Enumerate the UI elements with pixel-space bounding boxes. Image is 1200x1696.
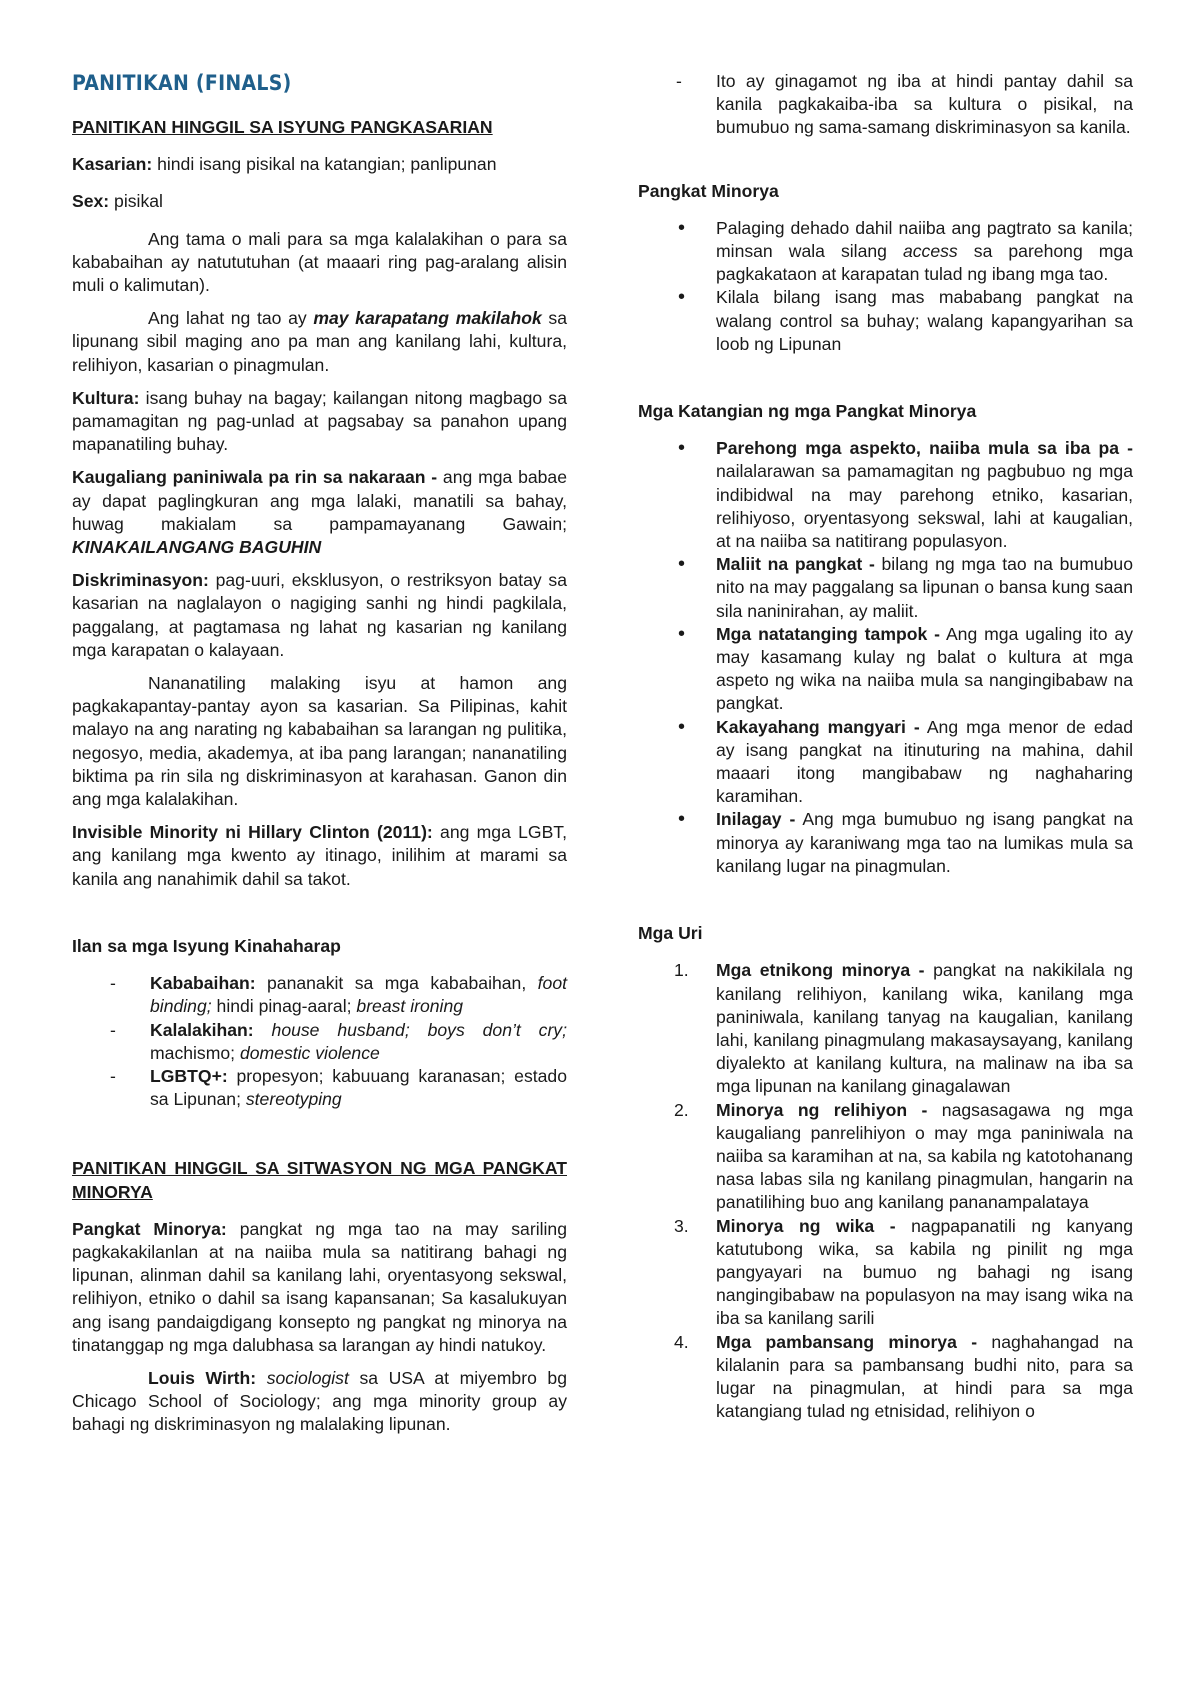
heading-mga-uri: Mga Uri bbox=[638, 923, 703, 944]
list-item: • Inilagay - Ang mga bumubuo ng isang pangkat na minorya ay karaniwang mga tao na lumikas mula sa kanilang lugar na pinagmulan. bbox=[638, 808, 1133, 878]
definition-kultura: Kultura: isang buhay na bagay; kailangan nitong magbago sa pamamagitan ng pag-unlad at pagsabay sa panahon upang mapanatiling buhay. bbox=[72, 387, 567, 455]
paragraph-natututuhan: Ang tama o mali para sa mga kalalakihan o para sa kababaihan ay natututuhan (at maaari ring pag-aralang alisin muli o kalimutan). bbox=[72, 228, 567, 296]
page-title: PANITIKAN (FINALS) bbox=[72, 71, 292, 95]
list-item: • Palaging dehado dahil naiiba ang pagtrato sa kanila; minsan wala silang access sa parehong mga pagkakataon at karapatan tulad ng ibang mga tao. bbox=[638, 217, 1133, 287]
list-item: - Kalalakihan: house husband; boys don’t cry; machismo; domestic violence bbox=[72, 1019, 567, 1065]
list-item: - LGBTQ+: propesyon; kabuuang karanasan; estado sa Lipunan; stereotyping bbox=[72, 1065, 567, 1111]
heading-katangian: Mga Katangian ng mga Pangkat Minorya bbox=[638, 401, 977, 422]
paragraph-isyu: Nananatiling malaking isyu at hamon ang pagkakapantay-pantay ayon sa kasarian. Sa Pilipinas, kahit malayo na ang narating ng kababaihan sa larangan ng pulitika, negosyo, media, akademya, at iba pang larangan; nananatiling biktima pa rin sila ng diskriminasyon at karahasan. Ganon din ang mga kalalakihan. bbox=[72, 673, 567, 810]
list-item: 4. Mga pambansang minorya - naghahangad na kilalanin para sa pambansang budhi nito, para sa lugar na pinagmulan, at hindi para sa mga katangiang tulad ng etnisidad, relihiyon o bbox=[674, 1331, 1133, 1422]
definition-kaugalian: Kaugaliang paniniwala pa rin sa nakaraan - ang mga babae ay dapat paglingkuran ang mga lalaki, manatili sa bahay, huwag makialam sa pampamayanang Gawain; KINAKAILANGANG BAGUHIN bbox=[72, 467, 567, 558]
pangkat-minorya-list bbox=[638, 217, 1133, 356]
list-item: • Maliit na pangkat - bilang ng mga tao na bumubuo nito na may paggalang sa lipunan o bansa kung saan sila naninirahan, ay maliit. bbox=[638, 553, 1133, 623]
list-item: - Ito ay ginagamot ng iba at hindi pantay dahil sa kanila pagkakaiba-iba sa kultura o pisikal, na bumubuo ng sama-samang diskriminasyon sa kanila. bbox=[638, 70, 1133, 140]
definition-invisible-minority: Invisible Minority ni Hillary Clinton (2011): ang mga LGBT, ang kanilang mga kwento ay itinago, inilihim at marami sa kanila ang nanahimik dahil sa takot. bbox=[72, 822, 567, 889]
left-column bbox=[72, 70, 567, 1437]
heading-pangkat-minorya: Pangkat Minorya bbox=[638, 180, 779, 201]
paragraph-karapatan: Ang lahat ng tao ay may karapatang makilahok sa lipunang sibil maging ano pa man ang kanilang lahi, kultura, relihiyon, kasarian o pinagmulan. bbox=[72, 308, 567, 375]
definition-sex: Sex: pisikal bbox=[72, 191, 163, 212]
section-heading-pangkat-minorya: PANITIKAN HINGGIL SA SITWASYON NG MGA PANGKAT MINORYA bbox=[72, 1158, 567, 1202]
uri-list bbox=[638, 959, 1133, 1423]
section-heading-kasarian: PANITIKAN HINGGIL SA ISYUNG PANGKASARIAN bbox=[72, 117, 493, 137]
list-item: • Kakayahang mangyari - Ang mga menor de edad ay isang pangkat na itinuturing na mahina, dahil maaari itong mangibabaw ng naghaharing karamihan. bbox=[638, 716, 1133, 809]
definition-kasarian: Kasarian: hindi isang pisikal na katangian; panlipunan bbox=[72, 154, 497, 175]
list-item: 2. Minorya ng relihiyon - nagsasagawa ng mga kaugaliang panrelihiyon o may mga paniniwala na naiiba sa karamihan at na, sa kabila ng katotohanang nasa labas sila ng kanilang pinagmulan, hangarin na panatilihing buo ang kanilang pananampalataya bbox=[674, 1099, 1133, 1213]
isyu-list bbox=[72, 972, 567, 1111]
list-item: 1. Mga etnikong minorya - pangkat na nakikilala ng kanilang relihiyon, kanilang wika, kanilang mga paniniwala, kanilang tanyag na kaugalian, kanilang lahi, kanilang pinagmulang makasaysayang, kanilang diyalekto at kanilang kultura, na malinaw na iba sa mga lipunan na kanilang ginagalawan bbox=[674, 960, 1133, 1097]
list-item: 3. Minorya ng wika - nagpapanatili ng kanyang katutubong wika, sa kabila ng pinilit ng mga pangyayari na bumuo ng bahagi ng isang nangingibabaw na populasyon na may isang wika na iba sa kanilang sarili bbox=[674, 1215, 1133, 1329]
definition-louis-wirth: Louis Wirth: sociologist sa USA at miyembro bg Chicago School of Sociology; ang mga minority group ay bahagi ng diskriminasyon ng malalaking lipunan. bbox=[72, 1367, 568, 1435]
list-item: • Kilala bilang isang mas mababang pangkat na walang control sa buhay; walang kapangyarihan sa loob ng Lipunan bbox=[638, 286, 1133, 356]
list-item: • Mga natatanging tampok - Ang mga ugaling ito ay may kasamang kulay ng balat o kultura at mga aspeto ng wika na naiiba mula sa nangingibabaw na pangkat. bbox=[638, 623, 1133, 716]
definition-diskriminasyon: Diskriminasyon: pag-uuri, eksklusyon, o restriksyon batay sa kasarian na naglalayon o nagiging sanhi ng hindi pagkilala, paggalang, at pagtamasa ng lahat ng kasarian ng kanilang mga karapatan o kalayaan. bbox=[72, 570, 567, 660]
katangian-list bbox=[638, 437, 1133, 878]
right-column bbox=[638, 70, 1133, 1423]
definition-pangkat-minorya: Pangkat Minorya: pangkat ng mga tao na may sariling pagkakakilanlan at na naiiba mula sa natitirang bahagi ng lipunan, alinman dahil sa kanilang lahi, oryentasyong sekswal, relihiyon, etniko o dahil sa isang kapansanan; Sa kasalukuyan ang isang pandaigdigang konsepto ng pangkat ng minorya na tinatanggap ng mga dalubhasa sa larangan ay hindi natukoy. bbox=[72, 1218, 567, 1355]
continued-list bbox=[638, 70, 1133, 140]
heading-isyung-kinahaharap: Ilan sa mga Isyung Kinahaharap bbox=[72, 935, 341, 956]
list-item: - Kababaihan: pananakit sa mga kababaihan, foot binding; hindi pinag-aaral; breast ironing bbox=[72, 972, 567, 1018]
list-item: • Parehong mga aspekto, naiiba mula sa iba pa - nailalarawan sa pamamagitan ng pagbubuo ng mga indibidwal na may parehong etniko, kasarian, relihiyoso, oryentasyong sekswal, lahi at kaugalian, at na naiiba sa natitirang populasyon. bbox=[638, 437, 1133, 553]
